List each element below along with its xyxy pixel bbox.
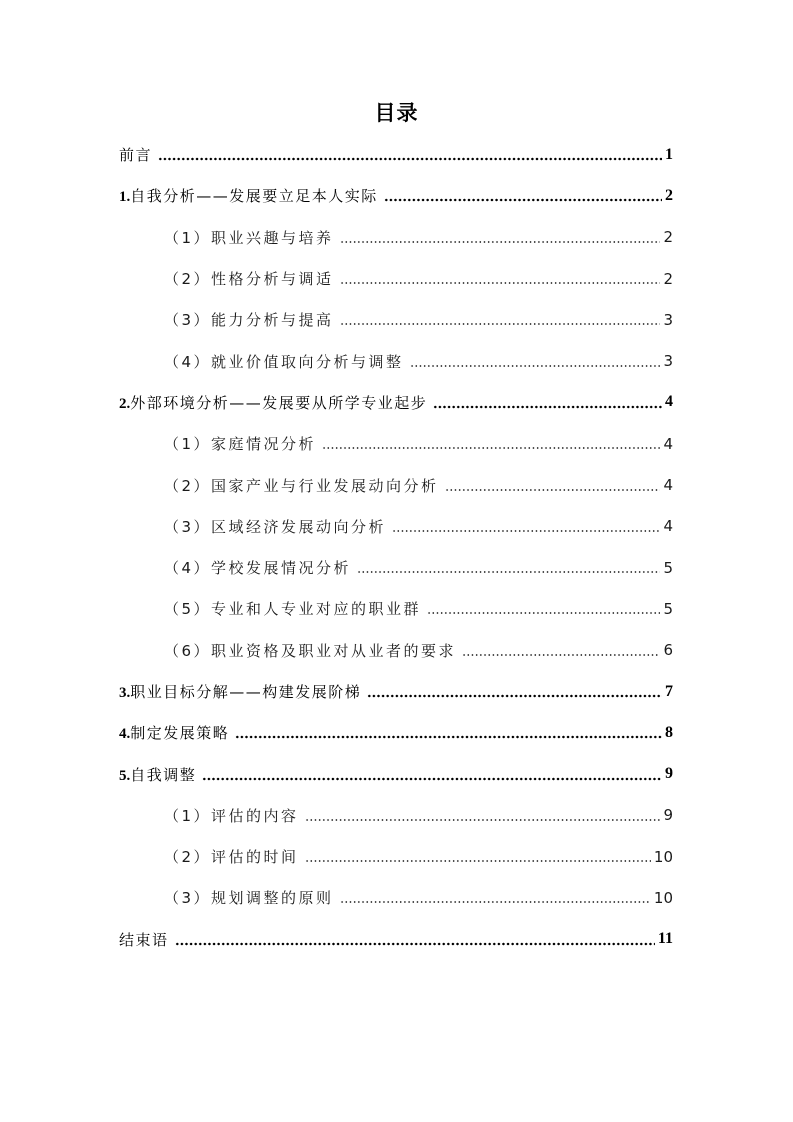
dot-leader [427,611,660,615]
toc-entry-label: （1）职业兴趣与培养 [164,227,338,248]
toc-entry[interactable] [119,299,673,340]
dot-leader [433,405,662,409]
toc-page-number: 8 [665,723,673,741]
toc-entry[interactable] [119,134,673,175]
toc-entry-label: （2）性格分析与调适 [164,268,338,289]
toc-page-number: 2 [663,269,673,288]
toc-entry-label: （3）规划调整的原则 [164,887,338,908]
dot-leader [235,735,662,739]
toc-entry-label: 结束语 [119,929,173,950]
dot-leader [305,818,661,822]
toc-page-number: 3 [663,310,673,329]
toc-page-number: 4 [663,517,673,536]
toc-entry-label: （2）国家产业与行业发展动向分析 [164,475,443,496]
toc-entry[interactable] [119,753,673,794]
toc-entry-label: 1.自我分析——发展要立足本人实际 [119,185,382,206]
toc-entry[interactable] [119,588,673,629]
table-of-contents [119,134,673,960]
dot-leader [340,900,651,904]
toc-entry-label: （1）评估的内容 [164,805,303,826]
toc-page-number: 3 [663,352,673,371]
toc-entry[interactable] [119,258,673,299]
toc-page-number: 4 [663,434,673,453]
dot-leader [392,529,660,533]
toc-entry[interactable] [119,547,673,588]
dot-leader [202,777,662,781]
toc-entry-label: 3.职业目标分解——构建发展阶梯 [119,681,365,702]
toc-entry-label: （5）专业和人专业对应的职业群 [164,598,425,619]
toc-entry[interactable] [119,630,673,671]
toc-title: 目录 [374,101,419,125]
toc-page-number: 1 [665,145,673,163]
toc-entry-label: （3）区域经济发展动向分析 [164,516,390,537]
toc-entry[interactable] [119,464,673,505]
dot-leader [175,942,655,946]
toc-page-number: 6 [663,641,673,660]
toc-entry[interactable] [119,712,673,753]
toc-page-number: 2 [665,186,673,204]
toc-entry[interactable] [119,340,673,381]
dot-leader [410,364,661,368]
toc-page-number: 2 [663,228,673,247]
dot-leader [357,570,660,574]
toc-page-number: 10 [653,847,673,866]
toc-entry-label: 2.外部环境分析——发展要从所学专业起步 [119,392,431,413]
toc-entry[interactable] [119,795,673,836]
dot-leader [367,694,662,698]
toc-page-number: 11 [657,930,673,948]
toc-page-number: 4 [665,393,673,411]
toc-entry-label: 4.制定发展策略 [119,722,233,743]
toc-entry[interactable] [119,919,673,960]
toc-page-number: 7 [665,682,673,700]
toc-page-number: 9 [665,765,673,783]
toc-page-number: 9 [663,806,673,825]
toc-entry[interactable] [119,877,673,918]
dot-leader [305,859,651,863]
toc-entry[interactable] [119,671,673,712]
dot-leader [322,446,660,450]
toc-page-number: 5 [663,558,673,577]
dot-leader [384,198,662,202]
toc-entry-label: （2）评估的时间 [164,846,303,867]
toc-entry-label: （1）家庭情况分析 [164,433,320,454]
dot-leader [340,322,661,326]
toc-entry-label: （3）能力分析与提高 [164,309,338,330]
toc-entry-label: 5.自我调整 [119,764,200,785]
dot-leader [462,653,660,657]
toc-entry[interactable] [119,175,673,216]
toc-entry-label: 前言 [119,144,156,165]
toc-entry[interactable] [119,423,673,464]
toc-entry[interactable] [119,217,673,258]
toc-page-number: 5 [663,599,673,618]
toc-entry-label: （4）学校发展情况分析 [164,557,355,578]
toc-page-number: 4 [663,476,673,495]
dot-leader [445,488,661,492]
dot-leader [340,240,661,244]
dot-leader [340,281,661,285]
toc-entry-label: （4）就业价值取向分析与调整 [164,351,408,372]
toc-page-number: 10 [653,888,673,907]
toc-entry-label: （6）职业资格及职业对从业者的要求 [164,640,460,661]
toc-entry[interactable] [119,836,673,877]
toc-entry[interactable] [119,506,673,547]
toc-entry[interactable] [119,382,673,423]
dot-leader [158,157,662,161]
